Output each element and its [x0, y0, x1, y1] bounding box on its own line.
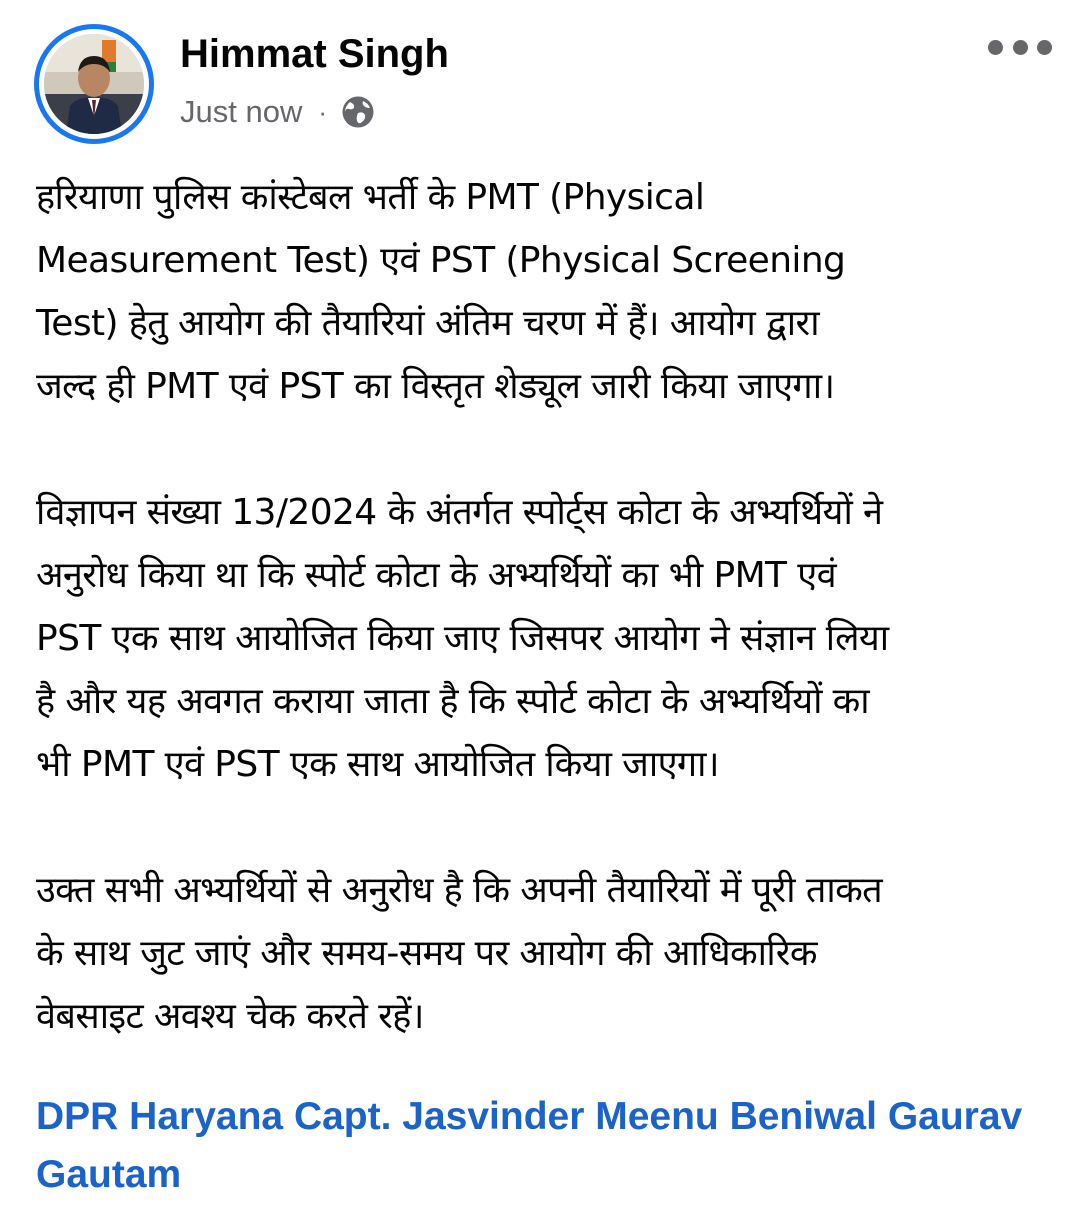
globe-icon[interactable]: [341, 95, 375, 129]
tagged-people: [36, 1088, 1056, 1204]
post-timestamp[interactable]: Just now: [180, 94, 303, 129]
more-dot: [1037, 40, 1052, 55]
more-options-icon[interactable]: [988, 32, 1052, 62]
more-dot: [1013, 40, 1028, 55]
avatar-photo-image: [44, 34, 144, 134]
tag-link[interactable]: Capt. Jasvinder Meenu Beniwal: [293, 1095, 877, 1138]
tag-link[interactable]: DPR Haryana: [36, 1095, 284, 1138]
post-meta: [180, 92, 375, 132]
post-header: [0, 0, 1079, 160]
post-text: [36, 166, 1056, 1111]
post-paragraph: हरियाणा पुलिस कांस्टेबल भर्ती के PMT (Physical Measurement Test) एवं PST (Physical Screening Test) हेतु आयोग की तैयारियां अंतिम चरण में हैं। आयोग द्वारा जल्द ही PMT एवं PST का विस्तृत शेड्यूल जारी किया जाएगा।: [36, 177, 846, 407]
more-dot: [988, 40, 1003, 55]
post-paragraph: विज्ञापन संख्या 13/2024 के अंतर्गत स्पोर्ट्स कोटा के अभ्यर्थियों ने अनुरोध किया था कि स्पोर्ट कोटा के अभ्यर्थियों का भी PMT एवं PST एक साथ आयोजित किया जाए जिसपर आयोग ने संज्ञान लिया है और यह अवगत कराया जाता है कि स्पोर्ट कोटा के अभ्यर्थियों का भी PMT एवं PST एक साथ आयोजित किया जाएगा।: [36, 492, 889, 785]
avatar[interactable]: [34, 24, 154, 144]
author-name[interactable]: Himmat Singh: [180, 32, 449, 76]
post-paragraph: उक्त सभी अभ्यर्थियों से अनुरोध है कि अपनी तैयारियों में पूरी ताकत के साथ जुट जाएं और समय-समय पर आयोग की आधिकारिक वेबसाइट अवश्य चेक करते रहें।: [36, 870, 883, 1037]
tag-link[interactable]: Gaurav Gautam: [36, 1095, 1023, 1196]
meta-separator: ·: [318, 96, 328, 127]
avatar-photo: [44, 34, 144, 134]
